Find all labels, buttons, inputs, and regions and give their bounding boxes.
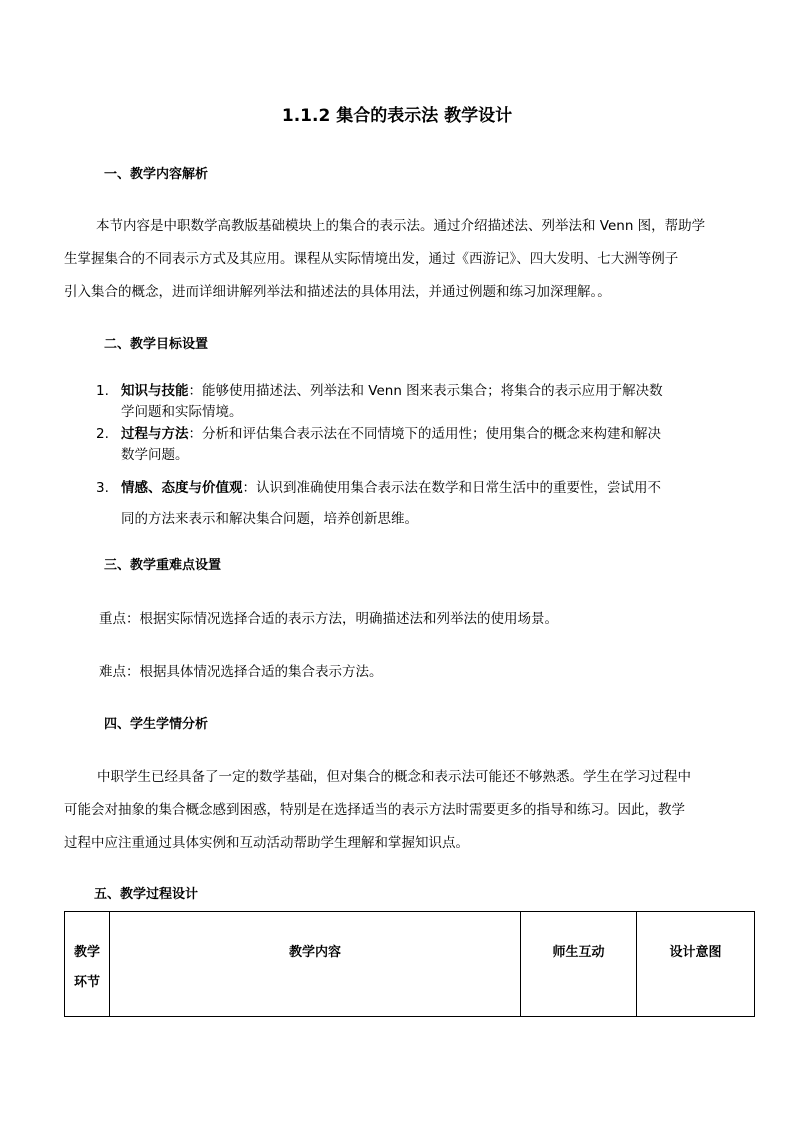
paragraph-line: 生掌握集合的不同表示方式及其应用。课程从实际情境出发，通过《西游记》、四大发明、七大洲等例子 — [64, 251, 679, 267]
goal-term: 情感、态度与价值观 — [121, 480, 243, 496]
goal-item-knowledge — [121, 381, 663, 401]
section-heading-process-design: 五、教学过程设计 — [94, 887, 199, 902]
goal-text-continued: 学问题和实际情境。 — [121, 404, 243, 420]
paragraph-line: 可能会对抽象的集合概念感到困惑，特别是在选择适当的表示方法时需要更多的指导和练习。因此，教学 — [64, 802, 685, 818]
goal-text: ：分析和评估集合表示法在不同情境下的适用性；使用集合的概念来构建和解决 — [188, 426, 661, 442]
paragraph-line: 本节内容是中职数学高教版基础模块上的集合的表示法。通过介绍描述法、列举法和 Venn 图，帮助学 — [96, 218, 706, 234]
section-heading-key-points: 三、教学重难点设置 — [104, 558, 222, 573]
list-number: 1. — [96, 383, 109, 399]
goal-text-continued: 同的方法来表示和解决集合问题，培养创新思维。 — [121, 511, 418, 527]
goal-term: 知识与技能 — [121, 383, 189, 399]
list-number: 3. — [96, 480, 109, 496]
header-design-intent: 设计意图 — [637, 912, 755, 1017]
difficult-point: 难点：根据具体情况选择合适的集合表示方法。 — [99, 664, 383, 680]
goal-item-process — [121, 424, 661, 444]
header-interaction: 师生互动 — [521, 912, 637, 1017]
goal-term: 过程与方法 — [121, 426, 189, 442]
list-number: 2. — [96, 426, 109, 442]
process-design-table — [64, 911, 755, 1017]
table-header-row — [65, 912, 755, 1017]
goal-text-continued: 数学问题。 — [121, 447, 189, 463]
section-heading-teaching-goals: 二、教学目标设置 — [104, 337, 209, 352]
goal-text: ：能够使用描述法、列举法和 Venn 图来表示集合；将集合的表示应用于解决数 — [188, 383, 663, 399]
page-title: 1.1.2 集合的表示法 教学设计 — [281, 106, 513, 126]
paragraph-line: 引入集合的概念，进而详细讲解列举法和描述法的具体用法，并通过例题和练习加深理解。。 — [64, 284, 611, 300]
paragraph-line: 过程中应注重通过具体实例和互动活动帮助学生理解和掌握知识点。 — [64, 835, 469, 851]
header-teaching-content: 教学内容 — [110, 912, 521, 1017]
key-point: 重点：根据实际情况选择合适的表示方法，明确描述法和列举法的使用场景。 — [99, 611, 558, 627]
goal-item-attitude — [121, 478, 661, 498]
section-heading-student-analysis: 四、学生学情分析 — [104, 717, 209, 732]
goal-text: ：认识到准确使用集合表示法在数学和日常生活中的重要性，尝试用不 — [242, 480, 661, 496]
section-heading-content-analysis: 一、教学内容解析 — [104, 167, 209, 182]
paragraph-line: 中职学生已经具备了一定的数学基础，但对集合的概念和表示法可能还不够熟悉。学生在学习过程中 — [97, 769, 691, 785]
header-teaching-stage: 教学环节 — [65, 912, 110, 1017]
